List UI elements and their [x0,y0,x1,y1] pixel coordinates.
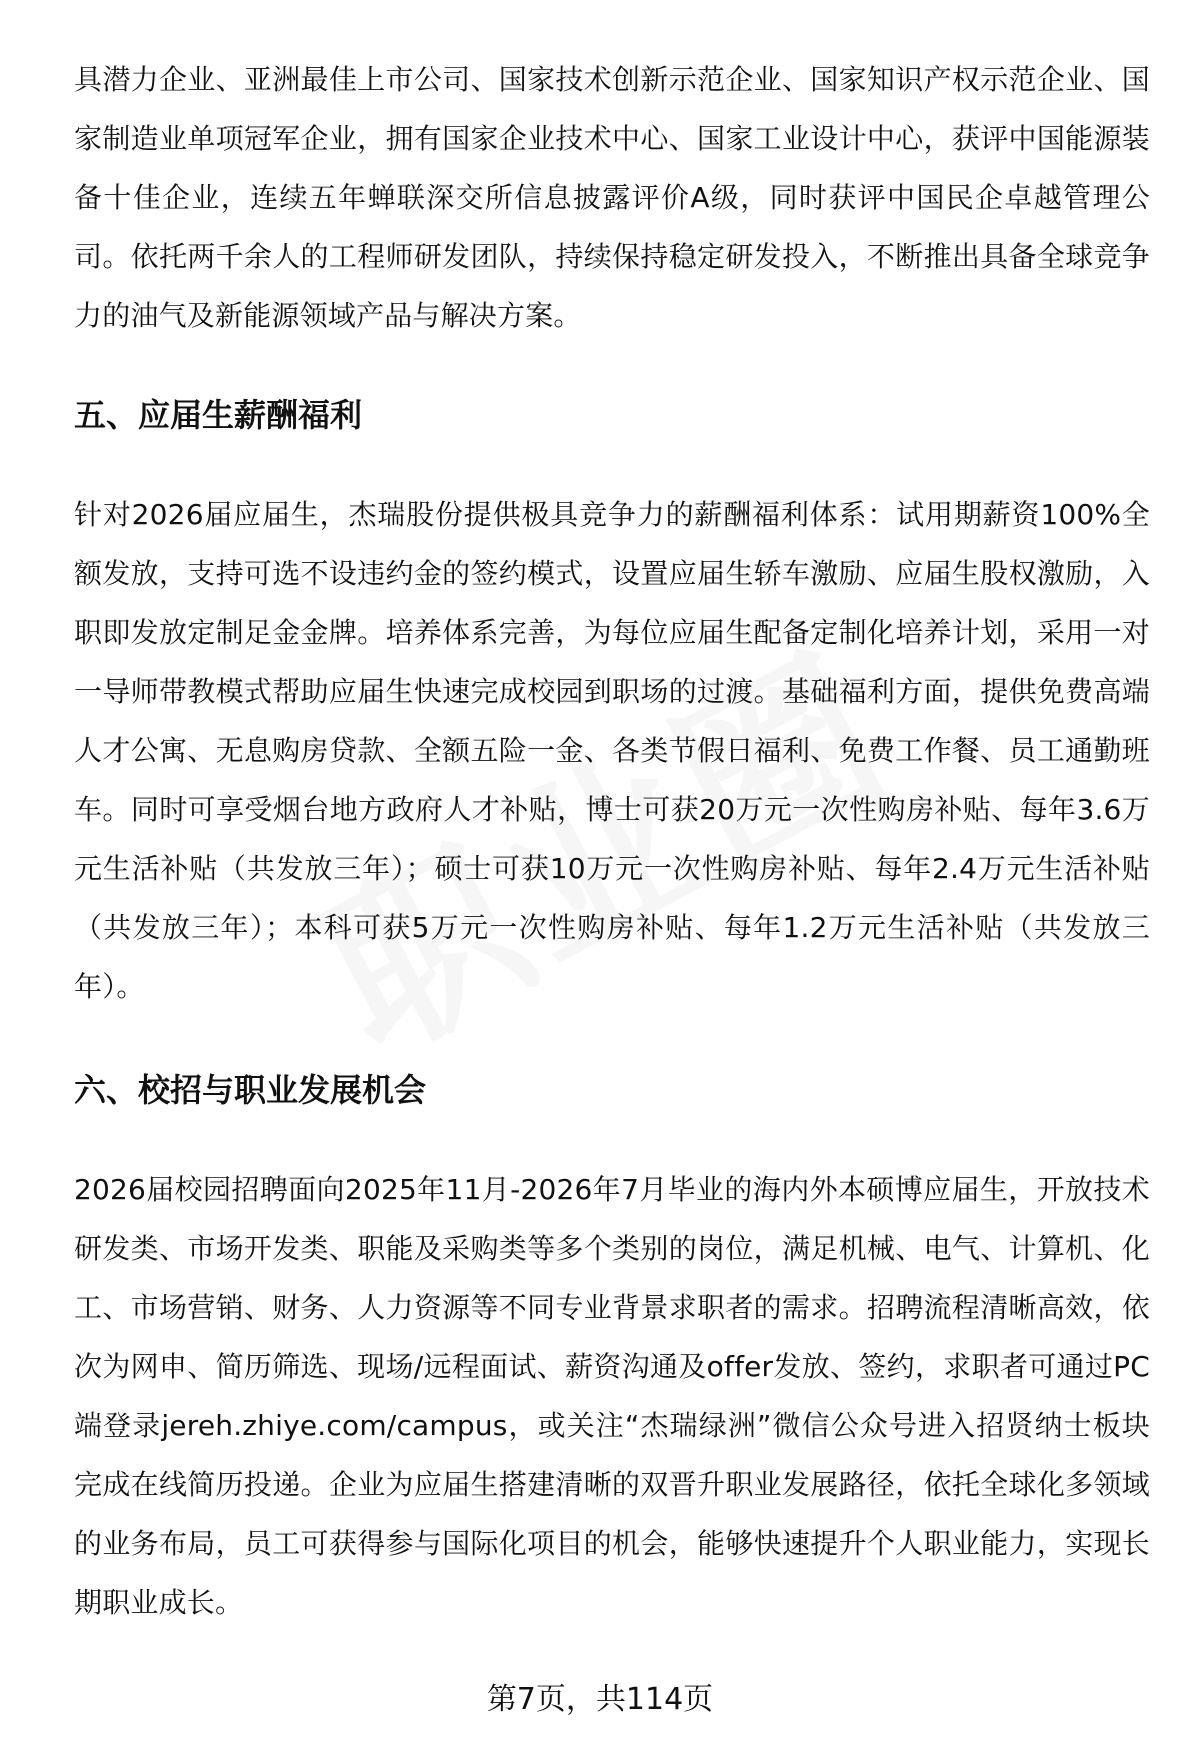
section-5-heading: 五、应届生薪酬福利 [74,396,363,434]
document-content [74,50,1150,1632]
intro-paragraph: 具潜力企业、亚洲最佳上市公司、国家技术创新示范企业、国家知识产权示范企业、国家制造业单项冠军企业，拥有国家企业技术中心、国家工业设计中心，获评中国能源装备十佳企业，连续五年蝉联深交所信息披露评价A级，同时获评中国民企卓越管理公司。依托两千余人的工程师研发团队，持续保持稳定研发投入，不断推出具备全球竞争力的油气及新能源领域产品与解决方案。 [74,63,1150,332]
section-6-heading: 六、校招与职业发展机会 [74,1071,427,1109]
section-6-paragraph: 2026届校园招聘面向2025年11月-2026年7月毕业的海内外本硕博应届生，开放技术研发类、市场开发类、职能及采购类等多个类别的岗位，满足机械、电气、计算机、化工、市场营销、财务、人力资源等不同专业背景求职者的需求。招聘流程清晰高效，依次为网申、简历筛选、现场/远程面试、薪资沟通及offer发放、签约，求职者可通过PC端登录jereh.zhiye.com/campus，或关注“杰瑞绿洲”微信公众号进入招贤纳士板块完成在线简历投递。企业为应届生搭建清晰的双晋升职业发展路径，依托全球化多领域的业务布局，员工可获得参与国际化项目的机会，能够快速提升个人职业能力，实现长期职业成长。 [74,1173,1150,1619]
section-5-paragraph: 针对2026届应届生，杰瑞股份提供极具竞争力的薪酬福利体系：试用期薪资100%全额发放，支持可选不设违约金的签约模式，设置应届生轿车激励、应届生股权激励，入职即发放定制足金金牌。培养体系完善，为每位应届生配备定制化培养计划，采用一对一导师带教模式帮助应届生快速完成校园到职场的过渡。基础福利方面，提供免费高端人才公寓、无息购房贷款、全额五险一金、各类节假日福利、免费工作餐、员工通勤班车。同时可享受烟台地方政府人才补贴，博士可获20万元一次性购房补贴、每年3.6万元生活补贴（共发放三年）；硕士可获10万元一次性购房补贴、每年2.4万元生活补贴（共发放三年）；本科可获5万元一次性购房补贴、每年1.2万元生活补贴（共发放三年）。 [74,498,1150,1003]
page-number-footer: 第7页，共114页 [486,1682,714,1717]
